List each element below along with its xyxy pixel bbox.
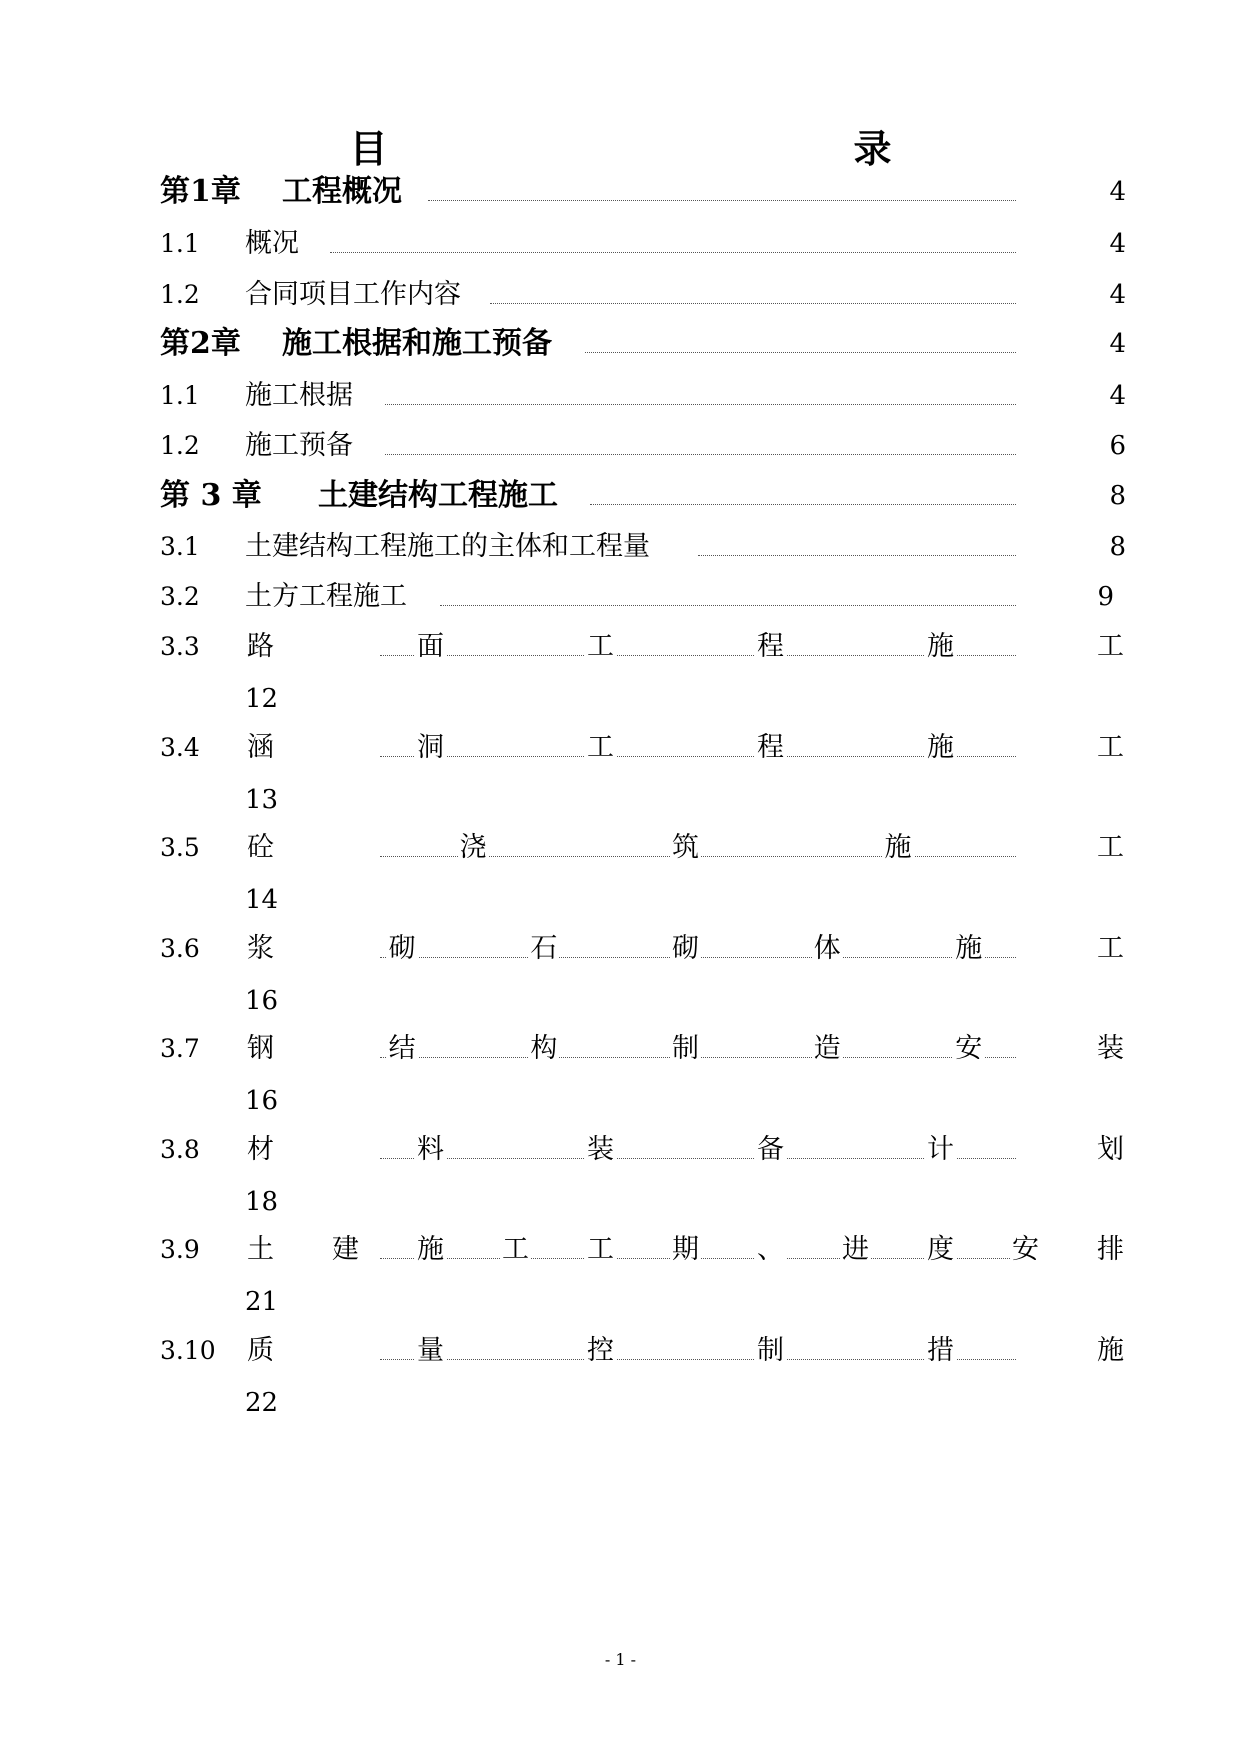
toc-text-char: 度 bbox=[927, 1234, 954, 1265]
toc-entry-3-5[interactable] bbox=[160, 824, 1126, 864]
toc-text-char: 、 bbox=[757, 1234, 784, 1265]
toc-text-char: 施 bbox=[1097, 1335, 1124, 1366]
toc-number: 3.5 bbox=[160, 833, 200, 862]
toc-number: 3.8 bbox=[160, 1135, 200, 1164]
toc-text-char: 装 bbox=[587, 1134, 614, 1165]
toc-text-char: 施 bbox=[955, 933, 983, 964]
toc-text-char: 排 bbox=[1097, 1234, 1124, 1265]
toc-entry-3-9[interactable] bbox=[160, 1226, 1126, 1266]
toc-text-char: 工 bbox=[1097, 732, 1124, 763]
toc-title: 目 录 bbox=[349, 126, 1022, 171]
toc-entry-3-4[interactable] bbox=[160, 724, 1126, 764]
toc-text-char: 建 bbox=[332, 1234, 359, 1265]
toc-text-char: 程 bbox=[757, 732, 784, 763]
toc-text-char: 措 bbox=[927, 1335, 954, 1366]
toc-page: 13 bbox=[245, 785, 279, 815]
toc-text: 工程概况 bbox=[282, 174, 402, 209]
toc-text-char: 路 bbox=[247, 631, 274, 662]
toc-page: 4 bbox=[1109, 177, 1126, 207]
toc-text-char: 砌 bbox=[388, 933, 416, 964]
toc-number: 1.1 bbox=[160, 229, 200, 258]
toc-text-char: 体 bbox=[813, 933, 841, 964]
toc-number: 3.3 bbox=[160, 632, 200, 661]
toc-entry-chapter-3[interactable] bbox=[160, 472, 1126, 512]
toc-text-char: 工 bbox=[502, 1234, 529, 1265]
toc-text-char: 钢 bbox=[247, 1033, 274, 1064]
toc-text-char: 施 bbox=[884, 832, 912, 863]
leader-dots bbox=[440, 605, 1016, 606]
toc-number: 3.6 bbox=[160, 934, 200, 963]
toc-page: 8 bbox=[1109, 481, 1126, 511]
toc-text-char: 砼 bbox=[247, 832, 274, 863]
toc-text-char: 涵 bbox=[247, 732, 274, 763]
toc-page: 22 bbox=[245, 1388, 279, 1418]
toc-entry-2-1[interactable] bbox=[160, 372, 1126, 412]
toc-page: 16 bbox=[245, 1086, 279, 1116]
toc-text-char: 期 bbox=[672, 1234, 699, 1265]
toc-number: 1.2 bbox=[160, 431, 200, 460]
toc-page: 4 bbox=[1109, 229, 1126, 259]
toc-number: 3.4 bbox=[160, 733, 200, 762]
toc-entry-3-1[interactable] bbox=[160, 523, 1126, 563]
toc-number: 3.10 bbox=[160, 1336, 216, 1365]
toc-text bbox=[245, 1234, 1126, 1266]
toc-text: 土建结构工程施工的主体和工程量 bbox=[245, 531, 650, 562]
toc-text-char: 安 bbox=[955, 1033, 983, 1064]
toc-page: 4 bbox=[1109, 280, 1126, 310]
toc-text-char: 石 bbox=[530, 933, 558, 964]
toc-text-char: 量 bbox=[417, 1335, 444, 1366]
leader-dots bbox=[590, 504, 1016, 505]
toc-entry-1-1[interactable] bbox=[160, 220, 1126, 260]
toc-text-char: 浆 bbox=[247, 933, 274, 964]
toc-entry-3-8[interactable] bbox=[160, 1126, 1126, 1166]
toc-text-char: 土 bbox=[247, 1234, 274, 1265]
toc-text-char: 质 bbox=[247, 1335, 274, 1366]
toc-entry-3-7[interactable] bbox=[160, 1025, 1126, 1065]
toc-text bbox=[245, 832, 1126, 864]
toc-text bbox=[245, 933, 1126, 965]
toc-page: 18 bbox=[245, 1187, 279, 1217]
toc-text-char: 工 bbox=[1097, 832, 1124, 863]
toc-text-char: 工 bbox=[587, 1234, 614, 1265]
toc-text-char: 工 bbox=[587, 732, 614, 763]
toc-text-char: 制 bbox=[671, 1033, 699, 1064]
toc-number: 第1章 bbox=[160, 174, 241, 209]
toc-page: 12 bbox=[245, 684, 279, 714]
toc-number: 3.7 bbox=[160, 1034, 200, 1063]
toc-text-char: 结 bbox=[388, 1033, 416, 1064]
leader-dots bbox=[385, 454, 1016, 455]
toc-page: 4 bbox=[1109, 329, 1126, 359]
toc-text-char: 造 bbox=[813, 1033, 841, 1064]
toc-text-char: 浇 bbox=[459, 832, 487, 863]
toc-entry-3-6[interactable] bbox=[160, 925, 1126, 965]
toc-entry-3-3[interactable] bbox=[160, 623, 1126, 663]
leader-dots bbox=[428, 200, 1016, 201]
toc-text: 施工根据 bbox=[245, 380, 353, 411]
toc-text-char: 计 bbox=[927, 1134, 954, 1165]
toc-text-char: 划 bbox=[1097, 1134, 1124, 1165]
toc-page: 16 bbox=[245, 986, 279, 1016]
toc-text-char: 施 bbox=[927, 732, 954, 763]
toc-page: 4 bbox=[1109, 381, 1126, 411]
page-number-footer: - 1 - bbox=[604, 1650, 637, 1669]
toc-number: 第 3 章 bbox=[160, 478, 262, 513]
leader-dots bbox=[585, 352, 1016, 353]
toc-number: 3.1 bbox=[160, 532, 200, 561]
toc-text: 土建结构工程施工 bbox=[318, 478, 558, 513]
toc-page: 14 bbox=[245, 885, 279, 915]
toc-text-char: 工 bbox=[1096, 933, 1124, 964]
toc-entry-3-2[interactable] bbox=[160, 573, 1126, 613]
toc-entry-3-10[interactable] bbox=[160, 1327, 1126, 1367]
toc-text-char: 施 bbox=[927, 631, 954, 662]
toc-text-char: 进 bbox=[842, 1234, 869, 1265]
leader-dots bbox=[385, 404, 1016, 405]
toc-number: 第2章 bbox=[160, 326, 241, 361]
toc-text: 土方工程施工 bbox=[245, 581, 407, 612]
leader-dots bbox=[698, 555, 1016, 556]
toc-text bbox=[245, 1033, 1126, 1065]
toc-text-char: 控 bbox=[587, 1335, 614, 1366]
toc-text bbox=[245, 1134, 1126, 1166]
toc-text-char: 施 bbox=[417, 1234, 444, 1265]
toc-text-char: 构 bbox=[530, 1033, 558, 1064]
toc-entry-chapter-1[interactable] bbox=[160, 168, 1126, 208]
toc-text: 施工根据和施工预备 bbox=[282, 326, 552, 361]
toc-page: 8 bbox=[1109, 532, 1126, 562]
toc-text-char: 材 bbox=[247, 1134, 274, 1165]
leader-dots bbox=[490, 303, 1016, 304]
toc-text-char: 面 bbox=[417, 631, 444, 662]
toc-text-char: 安 bbox=[1012, 1234, 1039, 1265]
toc-number: 1.2 bbox=[160, 280, 200, 309]
toc-text: 概况 bbox=[245, 228, 299, 259]
toc-number: 3.2 bbox=[160, 582, 200, 611]
toc-page: 6 bbox=[1109, 431, 1126, 461]
toc-text-char: 筑 bbox=[672, 832, 699, 863]
toc-entry-2-2[interactable] bbox=[160, 422, 1126, 462]
toc-text-char: 工 bbox=[1097, 631, 1124, 662]
toc-text bbox=[245, 631, 1126, 663]
toc-entry-chapter-2[interactable] bbox=[160, 320, 1126, 360]
toc-text-char: 制 bbox=[757, 1335, 784, 1366]
toc-text bbox=[245, 1335, 1126, 1367]
toc-entry-1-2[interactable] bbox=[160, 271, 1126, 311]
toc-text-char: 装 bbox=[1096, 1033, 1124, 1064]
toc-text-char: 备 bbox=[757, 1134, 784, 1165]
toc-text-char: 程 bbox=[757, 631, 784, 662]
toc-text-char: 工 bbox=[587, 631, 614, 662]
toc-page: 9 bbox=[1097, 582, 1114, 612]
leader-dots bbox=[330, 252, 1016, 253]
toc-page: 21 bbox=[245, 1287, 279, 1317]
toc-text bbox=[245, 732, 1126, 764]
toc-text-char: 洞 bbox=[417, 732, 444, 763]
toc-number: 3.9 bbox=[160, 1235, 200, 1264]
toc-text: 施工预备 bbox=[245, 430, 353, 461]
toc-text-char: 砌 bbox=[671, 933, 699, 964]
toc-text-char: 料 bbox=[417, 1134, 444, 1165]
toc-number: 1.1 bbox=[160, 381, 200, 410]
toc-text: 合同项目工作内容 bbox=[245, 279, 461, 310]
